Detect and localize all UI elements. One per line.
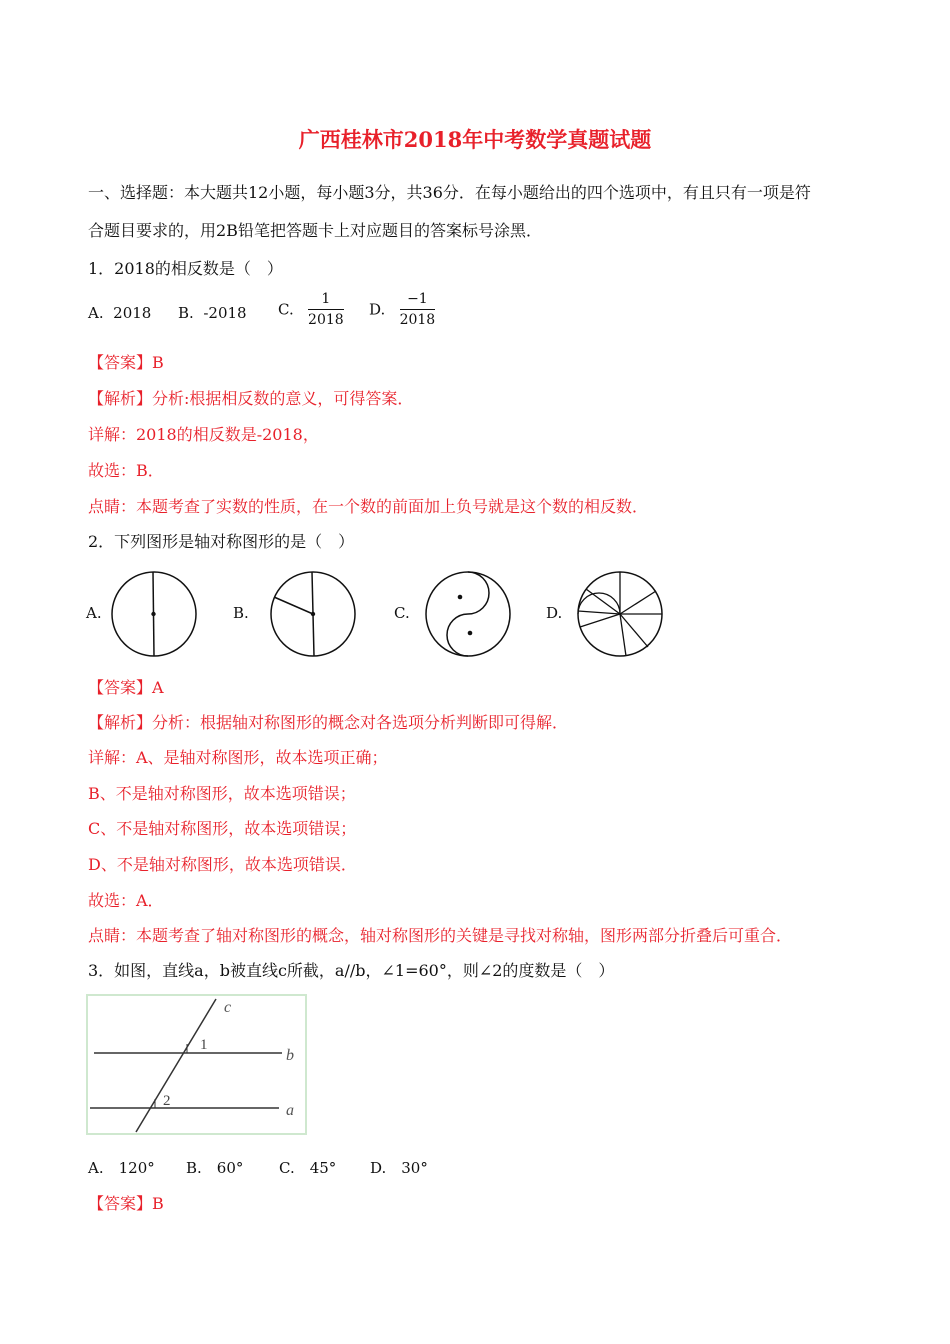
q2-detail-c: C、不是轴对称图形，故本选项错误； xyxy=(88,819,357,838)
q3-label-angle-1: 1 xyxy=(200,1037,208,1053)
q1-option-c-fraction: $\frac{1}{2018}$ xyxy=(308,291,344,328)
q2-label-c: C. xyxy=(394,604,410,622)
section-instructions-line-2: 合题目要求的，用2B铅笔把答题卡上对应题目的答案标号涂黑． xyxy=(88,221,542,240)
q3-figure xyxy=(86,994,308,1136)
section-instructions-line-1: 一、选择题：本大题共12小题，每小题3分，共36分．在每小题给出的四个选项中，有且只有一项是符 xyxy=(88,183,811,202)
q3-label-angle-2: 2 xyxy=(163,1093,171,1109)
q2-analysis: 【解析】分析：根据轴对称图形的概念对各选项分析判断即可得解． xyxy=(88,713,569,732)
q3-label-c: c xyxy=(224,999,232,1016)
q2-figure-b xyxy=(269,571,357,659)
q1-option-d: D. $\frac{-1}{2018}$ xyxy=(369,291,436,328)
q3-label-b: b xyxy=(286,1047,294,1064)
question-3-stem: 3．如图，直线a，b被直线c所截，a//b，∠1=60°，则∠2的度数是（ ） xyxy=(88,961,615,980)
q2-label-a: A. xyxy=(86,604,102,622)
q1-answer: 【答案】B xyxy=(88,353,164,372)
q1-analysis: 【解析】分析:根据相反数的意义，可得答案． xyxy=(88,389,414,408)
q2-label-b: B. xyxy=(233,604,249,622)
q3-answer: 【答案】B xyxy=(88,1194,164,1213)
q2-detail-d: D、不是轴对称图形，故本选项错误． xyxy=(88,855,357,874)
q3-option-d: D. 30° xyxy=(370,1159,428,1177)
q1-comment: 点睛：本题考查了实数的性质，在一个数的前面加上负号就是这个数的相反数． xyxy=(88,497,649,516)
q3-option-a: A. 120° xyxy=(88,1159,155,1177)
q3-option-c: C. 45° xyxy=(279,1159,337,1177)
q1-option-a: A. 2018 xyxy=(88,304,152,322)
question-2-stem: 2．下列图形是轴对称图形的是（ ） xyxy=(88,532,355,551)
q2-figure-a xyxy=(110,571,198,659)
q2-figure-d xyxy=(576,571,664,659)
q1-detail: 详解：2018的相反数是-2018， xyxy=(88,425,319,444)
document-title: 广西桂林市2018年中考数学真题试题 xyxy=(298,127,652,152)
q1-option-c: C. $\frac{1}{2018}$ xyxy=(278,291,344,328)
question-1-stem: 1．2018的相反数是（ ） xyxy=(88,259,283,278)
q1-choose: 故选：B． xyxy=(88,461,164,480)
q2-choose: 故选：A． xyxy=(88,891,164,910)
q2-detail-a: 详解：A、是轴对称图形，故本选项正确； xyxy=(88,748,388,767)
q3-option-b: B. 60° xyxy=(186,1159,244,1177)
q2-answer: 【答案】A xyxy=(88,678,164,697)
q2-label-d: D. xyxy=(546,604,563,622)
q3-label-a: a xyxy=(286,1102,294,1119)
q1-option-d-fraction: $\frac{-1}{2018}$ xyxy=(399,291,436,328)
q2-detail-b: B、不是轴对称图形，故本选项错误； xyxy=(88,784,356,803)
q1-option-b: B. -2018 xyxy=(178,304,247,322)
q2-comment: 点睛：本题考查了轴对称图形的概念，轴对称图形的关键是寻找对称轴，图形两部分折叠后可重合． xyxy=(88,926,793,945)
q2-figure-c xyxy=(424,571,512,659)
